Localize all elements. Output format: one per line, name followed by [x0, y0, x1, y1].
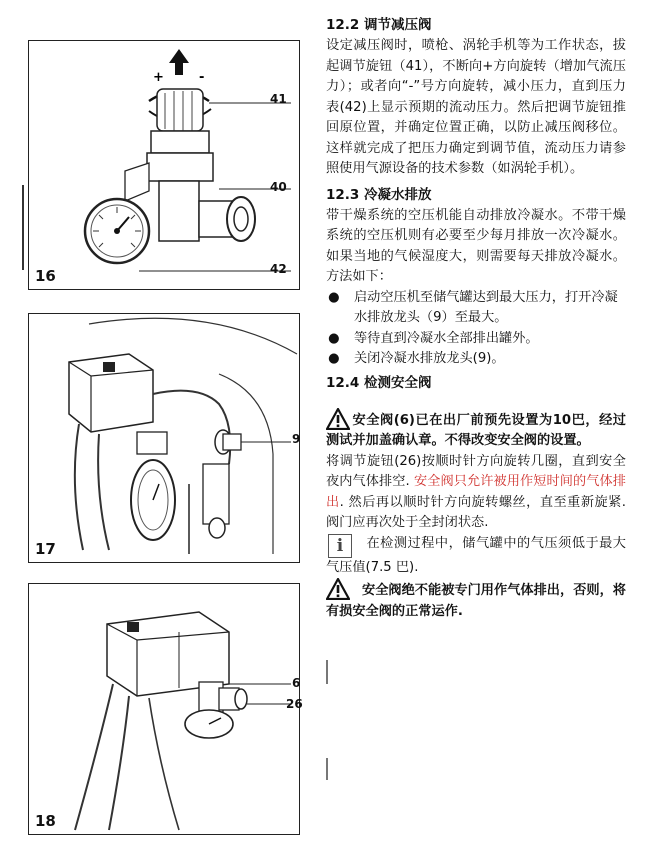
bullet-icon: ●	[328, 351, 340, 366]
list-item: ● 等待直到冷凝水全部排出罐外。	[326, 329, 626, 350]
pressure-regulator-illustration	[29, 41, 299, 289]
drain-steps-list	[326, 288, 626, 370]
warning-margin-bar	[326, 758, 328, 780]
section-12-4-heading: 12.4 检测安全阀	[326, 374, 432, 391]
figure-number: 17	[35, 540, 56, 558]
figure-17	[28, 313, 300, 563]
red-highlight-text: 安全阀只允许被用作短时间的气体排出	[326, 474, 626, 510]
warning-triangle-icon	[326, 578, 350, 600]
callout-41: 41	[270, 92, 287, 106]
final-warning: 安全阀绝不能被专门用作气体排出，否则，将有损安全阀的正常运作.	[326, 578, 626, 622]
callout-40: 40	[270, 180, 287, 194]
callout-42: 42	[270, 262, 287, 276]
figure-16	[28, 40, 300, 290]
bullet-icon: ●	[328, 330, 340, 346]
figure-number: 16	[35, 267, 56, 285]
section-12-3-body: 带干燥系统的空压机能自动排放冷凝水。不带干燥系统的空压机则有必要至少每月排放一次冷凝水。如果当地的气候湿度大，则需要每天排放冷凝水。方法如下：	[326, 207, 626, 284]
safety-warning: 安全阀(6)已在出厂前预先设置为10巴，经过测试并加盖确认章。不得改变安全阀的设置。	[326, 408, 626, 452]
info-margin-bar	[326, 660, 328, 684]
margin-bar	[22, 185, 24, 270]
plus-sign: +	[153, 70, 164, 85]
section-12-3-heading: 12.3 冷凝水排放	[326, 186, 432, 203]
minus-sign: -	[199, 70, 205, 85]
section-12-2-body: 设定减压阀时，喷枪、涡轮手机等为工作状态，拔起调节旋钮（41），不断向+方向旋转（增加气流压力）；或者向“-”号方向旋转，减小压力，直到压力表(42)上显示预期的流动压力。然后把调节旋钮推回原位置，并确定位置正确，以防止减压阀移位。这样就完成了把压力确定到调节值，流动压力请参照使用气源设备的技术参数（如涡轮手机）。	[326, 38, 626, 176]
text-column	[326, 14, 626, 622]
info-icon: i	[328, 534, 352, 558]
callout-26: 26	[286, 697, 303, 711]
callout-6: 6	[292, 676, 301, 690]
list-item: ● 关闭冷凝水排放龙头(9)。	[326, 349, 626, 370]
info-note: i 在检测过程中，储气罐中的气压须低于最大气压值(7.5 巴).	[326, 535, 626, 575]
warning-triangle-icon	[326, 408, 350, 430]
section-12-2-heading: 12.2 调节减压阀	[326, 17, 432, 33]
list-item: ● 启动空压机至储气罐达到最大压力，打开冷凝水排放龙头（9）至最大。	[328, 289, 618, 325]
condensate-drain-illustration	[29, 314, 299, 562]
callout-9: 9	[292, 432, 301, 446]
figure-number: 18	[35, 812, 56, 830]
bullet-icon: ●	[328, 289, 340, 305]
figure-18	[28, 583, 300, 835]
section-12-4-body: 将调节旋钮(26)按顺时针方向旋转几圈，直到安全夜内气体排空. 安全阀只允许被用作短时间的气体排出. 然后再以顺时针方向旋转螺丝，直至重新旋紧. 阀门应再次处于全封闭状态.	[326, 453, 627, 530]
safety-valve-illustration	[29, 584, 299, 834]
